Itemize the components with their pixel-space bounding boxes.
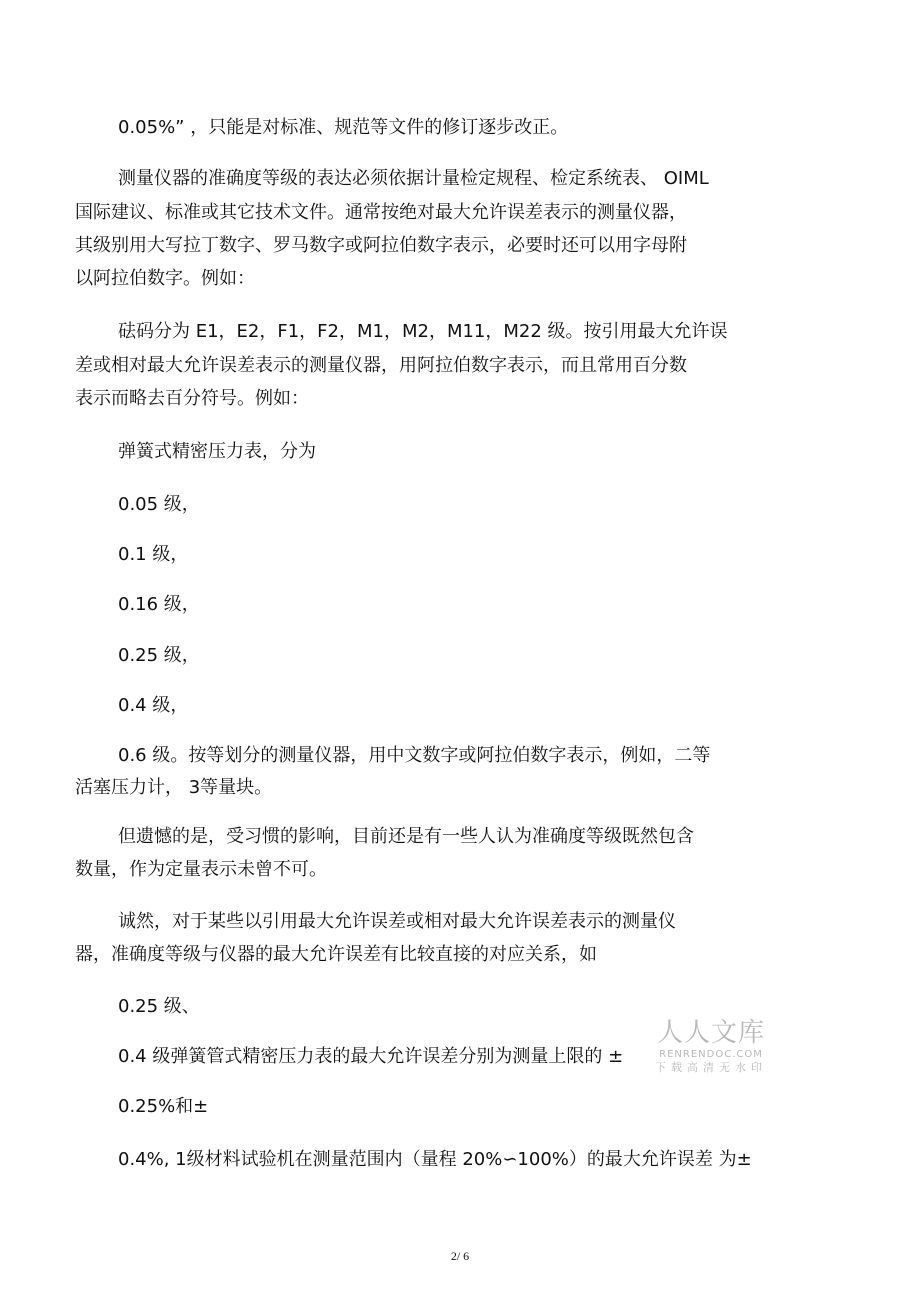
text-line: 测量仪器的准确度等级的表达必须依据计量检定规程、检定系统表、 OIML: [118, 168, 709, 189]
text-line: 器，准确度等级与仪器的最大允许误差有比较直接的对应关系，如: [75, 944, 597, 965]
text-line: 但遗憾的是，受习惯的影响，目前还是有一些人认为准确度等级既然包含: [118, 826, 694, 847]
text-line: 0.6 级。按等划分的测量仪器，用中文数字或阿拉伯数字表示，例如，二等: [118, 745, 711, 766]
text-line: 以阿拉伯数字。例如：: [75, 268, 255, 289]
text-line: 0.05 级，: [118, 494, 200, 515]
watermark-title: 人人文库: [656, 1018, 765, 1048]
text-line: 0.16 级，: [118, 594, 200, 615]
text-line: 0.05%” ，只能是对标准、规范等文件的修订逐步改正。: [118, 117, 569, 138]
text-line: 0.25%和±: [118, 1096, 209, 1117]
text-line: 0.25 级、: [118, 996, 200, 1017]
text-line: 数量，作为定量表示未曾不可。: [75, 859, 327, 880]
text-line: 弹簧式精密压力表，分为: [118, 441, 316, 462]
text-line: 0.4 级弹簧管式精密压力表的最大允许误差分别为测量上限的 ±: [118, 1046, 624, 1067]
page-number: 2/ 6: [450, 1249, 470, 1263]
text-line: 0.4%, 1级材料试验机在测量范围内（量程 20%∽100%）的最大允许误差 为±: [118, 1149, 752, 1170]
text-line: 活塞压力计， 3等量块。: [75, 777, 273, 798]
text-line: 诚然，对于某些以引用最大允许误差或相对最大允许误差表示的测量仪: [118, 911, 676, 932]
text-line: 表示而略去百分符号。例如：: [75, 388, 309, 409]
watermark: [646, 1018, 776, 1075]
watermark-tagline: 下载高清无水印: [655, 1061, 767, 1074]
text-line: 其级别用大写拉丁数字、罗马数字或阿拉伯数字表示，必要时还可以用字母附: [75, 235, 687, 256]
watermark-domain: RENRENDOC.COM: [659, 1049, 763, 1060]
text-line: 0.1 级，: [118, 544, 189, 565]
text-line: 差或相对最大允许误差表示的测量仪器，用阿拉伯数字表示，而且常用百分数: [75, 355, 687, 376]
text-line: 0.4 级，: [118, 695, 189, 716]
text-line: 国际建议、标准或其它技术文件。通常按绝对最大允许误差表示的测量仪器，: [75, 202, 687, 223]
text-line: 砝码分为 E1，E2，F1，F2，M1，M2，M11，M22 级。按引用最大允许误: [118, 321, 728, 342]
text-line: 0.25 级，: [118, 645, 200, 666]
